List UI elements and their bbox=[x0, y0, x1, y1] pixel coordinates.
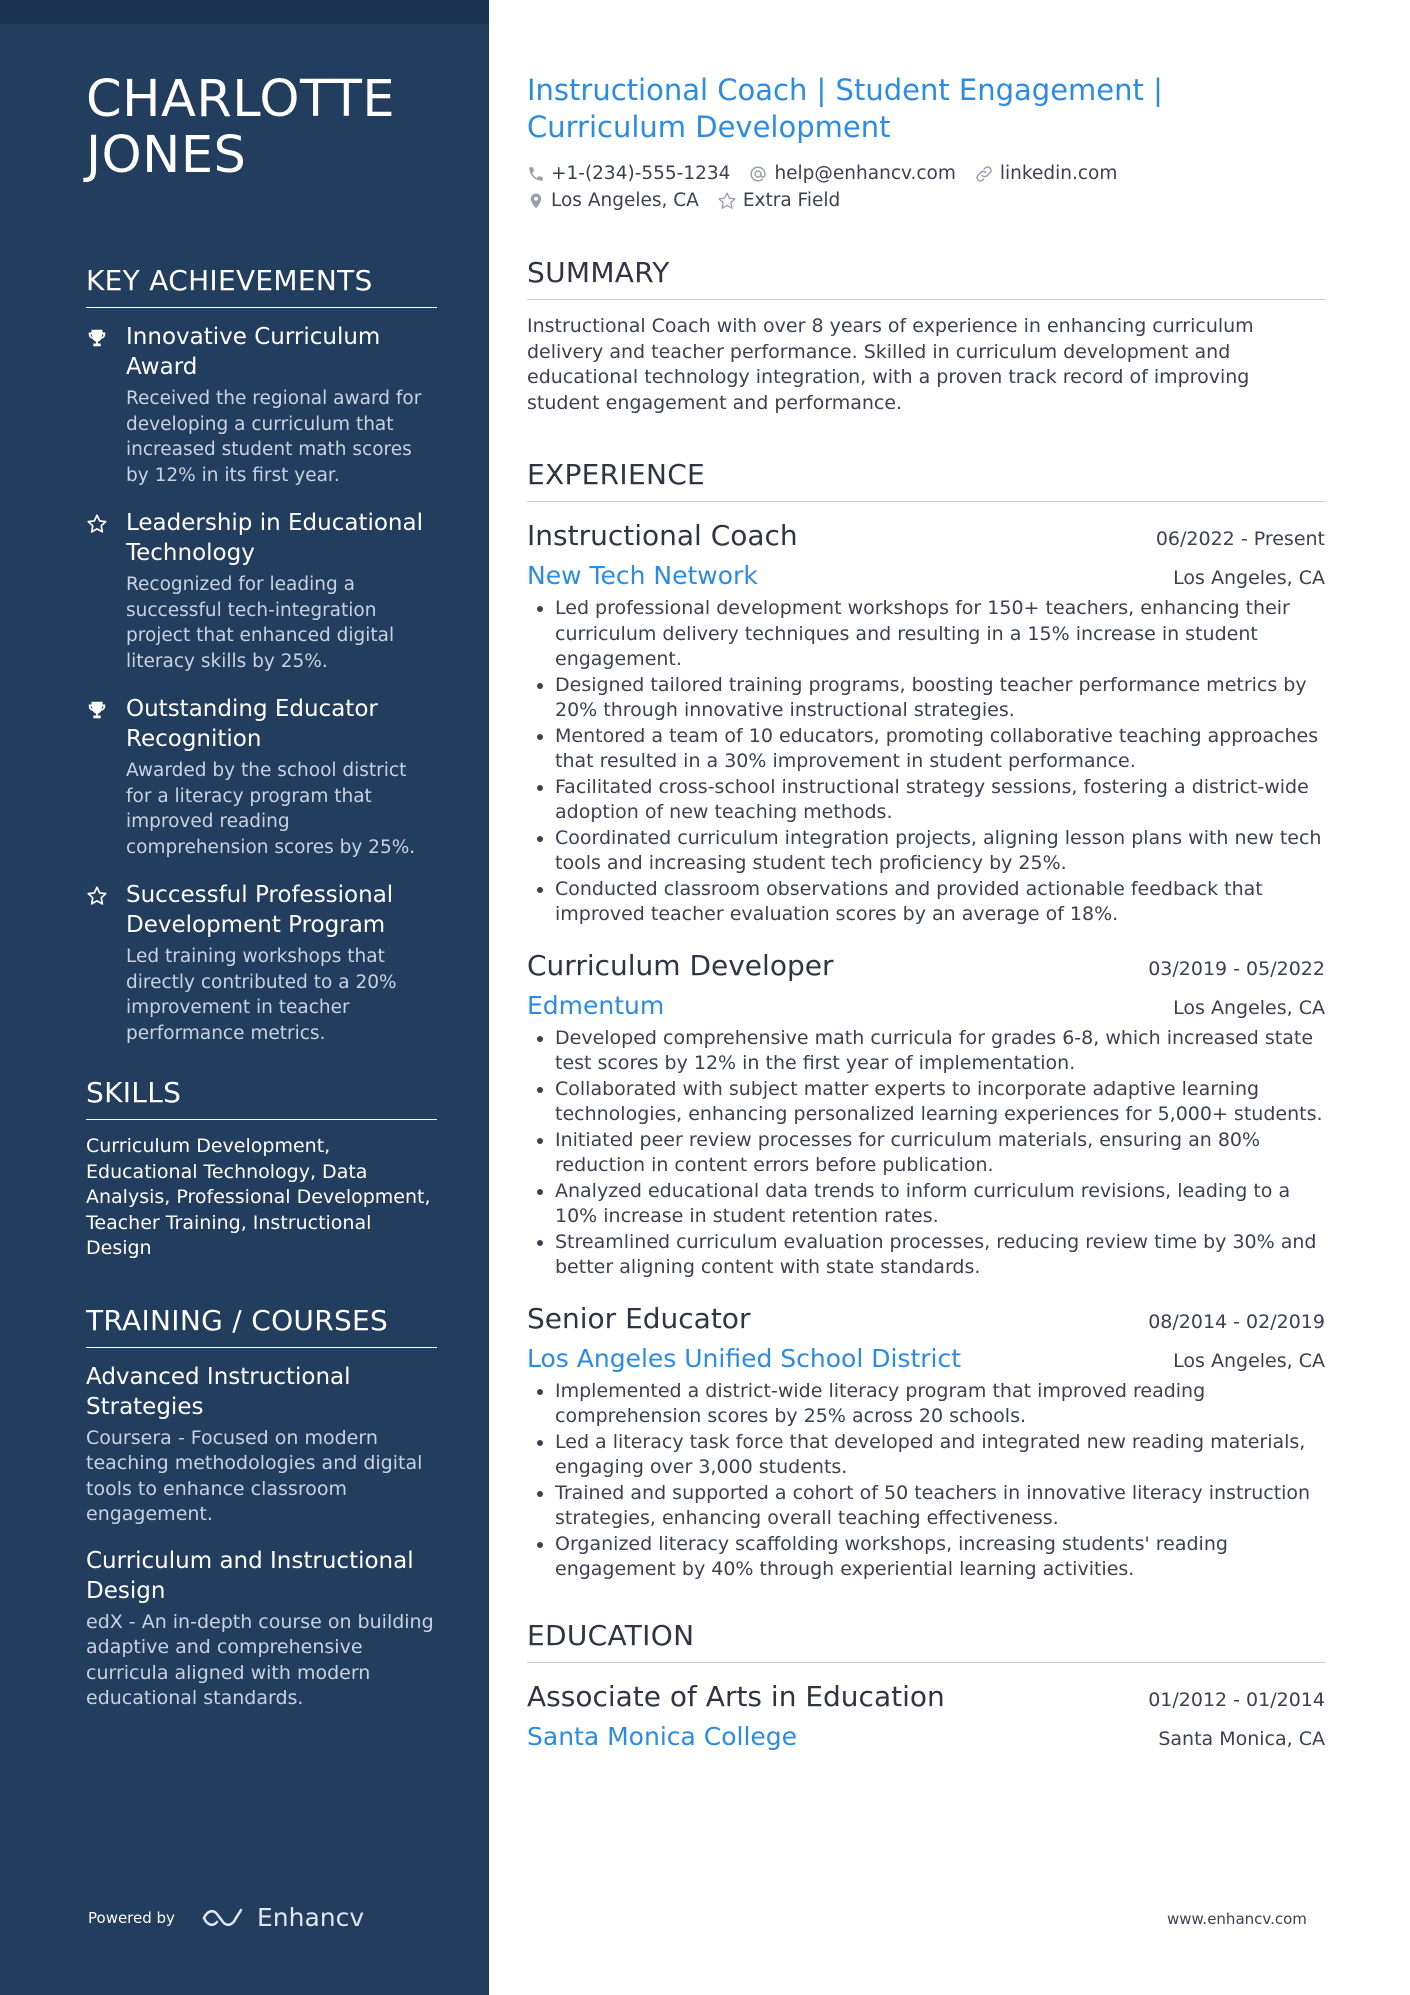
job-title: Curriculum Developer bbox=[527, 948, 834, 982]
name-first: CHARLOTTE bbox=[86, 70, 396, 129]
phone-icon bbox=[527, 165, 545, 183]
job-company: Los Angeles Unified School District bbox=[527, 1343, 962, 1373]
job-dates: 06/2022 - Present bbox=[1155, 528, 1325, 550]
course-title: Curriculum and Instructional Design bbox=[86, 1547, 414, 1604]
training-heading: TRAINING / COURSES bbox=[86, 1304, 437, 1348]
main-column bbox=[527, 72, 1325, 1757]
job-location: Los Angeles, CA bbox=[1173, 1349, 1325, 1372]
school-name: Santa Monica College bbox=[527, 1721, 798, 1751]
email-contact[interactable] bbox=[748, 163, 955, 184]
job-bullet: • Initiated peer review processes for curriculum materials, ensuring an 80% reduction in content errors before publication. bbox=[555, 1128, 1325, 1179]
location-pin-icon bbox=[527, 191, 545, 211]
course-desc: edX - An in-depth course on building adaptive and comprehensive curricula aligned with modern educational standards. bbox=[86, 1610, 434, 1709]
achievement-item bbox=[86, 880, 437, 1046]
achievement-title: Outstanding Educator Recognition bbox=[126, 696, 378, 752]
school-location: Santa Monica, CA bbox=[1158, 1727, 1325, 1750]
star-outline-icon bbox=[717, 191, 737, 211]
star-icon bbox=[86, 880, 126, 1046]
skills-heading: SKILLS bbox=[86, 1076, 437, 1120]
experience-section bbox=[527, 458, 1325, 1583]
achievement-title: Successful Professional Development Program bbox=[126, 882, 394, 938]
education-dates: 01/2012 - 01/2014 bbox=[1148, 1688, 1325, 1711]
job-title: Instructional Coach bbox=[527, 519, 798, 552]
at-icon bbox=[748, 164, 768, 184]
job-location: Los Angeles, CA bbox=[1173, 567, 1325, 589]
enhancv-brand[interactable] bbox=[201, 1903, 364, 1932]
summary-section bbox=[527, 256, 1325, 416]
footer-url[interactable]: www.enhancv.com bbox=[1167, 1910, 1307, 1928]
job-bullet: • Implemented a district-wide literacy program that improved reading comprehension scores by 25% across 20 schools. bbox=[555, 1379, 1325, 1430]
phone-contact[interactable] bbox=[527, 163, 730, 184]
contact-info bbox=[527, 160, 1325, 214]
education-section bbox=[527, 1619, 1325, 1757]
achievement-title: Innovative Curriculum Award bbox=[126, 324, 381, 380]
degree-title: Associate of Arts in Education bbox=[527, 1679, 945, 1713]
location-contact bbox=[527, 190, 699, 211]
name-last: JONES bbox=[86, 126, 247, 185]
course-item bbox=[86, 1546, 437, 1712]
job-company: Edmentum bbox=[527, 990, 665, 1020]
achievement-desc: Led training workshops that directly contributed to a 20% improvement in teacher performance metrics. bbox=[126, 946, 397, 1044]
job-bullets bbox=[527, 1379, 1325, 1583]
job-bullet: • Coordinated curriculum integration projects, aligning lesson plans with new tech tools and increasing student tech proficiency by 25%. bbox=[555, 826, 1325, 877]
location-text: Los Angeles, CA bbox=[551, 190, 699, 211]
job-bullet: • Collaborated with subject matter experts to incorporate adaptive learning technologies, enhancing personalized learning experiences for 5,000+ students. bbox=[555, 1077, 1325, 1128]
course-desc: Coursera - Focused on modern teaching methodologies and digital tools to enhance classroom engagement. bbox=[86, 1426, 423, 1525]
job-location: Los Angeles, CA bbox=[1173, 996, 1325, 1019]
job-entry bbox=[527, 946, 1325, 1281]
job-entry bbox=[527, 516, 1325, 928]
experience-heading: EXPERIENCE bbox=[527, 458, 1325, 502]
summary-heading: SUMMARY bbox=[527, 256, 1325, 300]
job-dates: 03/2019 - 05/2022 bbox=[1148, 957, 1325, 980]
job-bullets bbox=[527, 596, 1325, 928]
achievement-desc: Recognized for leading a successful tech-integration project that enhanced digital literacy skills by 25%. bbox=[126, 574, 395, 672]
job-bullets bbox=[527, 1026, 1325, 1281]
achievement-title: Leadership in Educational Technology bbox=[126, 510, 423, 566]
trophy-icon bbox=[86, 694, 126, 860]
course-title: Advanced Instructional Strategies bbox=[86, 1363, 351, 1420]
job-company: New Tech Network bbox=[527, 561, 758, 590]
headline: Instructional Coach | Student Engagement | Curriculum Development bbox=[527, 73, 1163, 144]
skills-section bbox=[86, 1076, 437, 1262]
job-bullet: • Trained and supported a cohort of 50 teachers in innovative literacy instruction strategies, enhancing overall teaching effectiveness. bbox=[555, 1481, 1325, 1532]
achievements-heading: KEY ACHIEVEMENTS bbox=[86, 264, 437, 308]
trophy-icon bbox=[86, 322, 126, 488]
email-text: help@enhancv.com bbox=[774, 163, 956, 184]
candidate-name bbox=[86, 72, 437, 184]
achievement-item bbox=[86, 508, 437, 674]
achievement-desc: Received the regional award for developing a curriculum that increased student math scores by 12% in its first year. bbox=[126, 388, 422, 486]
extra-field-contact bbox=[717, 190, 840, 211]
job-bullet: • Led professional development workshops for 150+ teachers, enhancing their curriculum delivery techniques and resulting in a 15% increase in student engagement. bbox=[555, 596, 1325, 673]
achievements-section bbox=[86, 264, 437, 1046]
linkedin-text: linkedin.com bbox=[999, 163, 1118, 184]
achievement-desc: Awarded by the school district for a literacy program that improved reading comprehension scores by 25%. bbox=[126, 760, 416, 858]
sidebar-top-band bbox=[0, 0, 489, 24]
brand-name: Enhancv bbox=[256, 1903, 365, 1932]
powered-by bbox=[88, 1903, 364, 1932]
job-dates: 08/2014 - 02/2019 bbox=[1148, 1310, 1325, 1333]
job-bullet: • Conducted classroom observations and provided actionable feedback that improved teacher evaluation scores by an average of 18%. bbox=[555, 877, 1325, 928]
course-item bbox=[86, 1362, 437, 1528]
achievement-item bbox=[86, 322, 437, 488]
summary-text: Instructional Coach with over 8 years of experience in enhancing curriculum delivery and teacher performance. Skilled in curriculum development and educational technology integration, with a proven track record of improving student engagement and performance. bbox=[527, 315, 1254, 414]
education-heading: EDUCATION bbox=[527, 1619, 1325, 1663]
job-bullet: • Mentored a team of 10 educators, promoting collaborative teaching approaches that resulted in a 30% improvement in student performance. bbox=[555, 724, 1325, 775]
extra-field-text: Extra Field bbox=[742, 190, 841, 211]
job-bullet: • Analyzed educational data trends to inform curriculum revisions, leading to a 10% increase in student retention rates. bbox=[555, 1179, 1325, 1230]
job-bullet: • Streamlined curriculum evaluation processes, reducing review time by 30% and better aligning content with state standards. bbox=[555, 1230, 1325, 1281]
job-bullet: • Facilitated cross-school instructional strategy sessions, fostering a district-wide adoption of new teaching methods. bbox=[555, 775, 1325, 826]
job-title: Senior Educator bbox=[527, 1301, 751, 1335]
linkedin-contact[interactable] bbox=[974, 163, 1117, 184]
achievement-item bbox=[86, 694, 437, 860]
enhancv-logo-icon bbox=[201, 1905, 247, 1931]
job-bullet: • Developed comprehensive math curricula for grades 6-8, which increased state test scores by 12% in the first year of implementation. bbox=[555, 1026, 1325, 1077]
job-bullet: • Designed tailored training programs, boosting teacher performance metrics by 20% through innovative instructional strategies. bbox=[555, 673, 1325, 724]
training-section bbox=[86, 1304, 437, 1712]
powered-by-label: Powered by bbox=[88, 1908, 175, 1927]
job-entry bbox=[527, 1299, 1325, 1583]
job-bullet: • Led a literacy task force that developed and integrated new reading materials, engaging over 3,000 students. bbox=[555, 1430, 1325, 1481]
job-bullet: • Organized literacy scaffolding workshops, increasing students' reading engagement by 40% through experiential learning activities. bbox=[555, 1532, 1325, 1583]
sidebar bbox=[0, 0, 489, 1995]
link-icon bbox=[974, 164, 994, 184]
phone-text: +1-(234)-555-1234 bbox=[551, 163, 731, 184]
star-icon bbox=[86, 508, 126, 674]
skills-list: Curriculum Development, Educational Technology, Data Analysis, Professional Development, Teacher Training, Instructional Design bbox=[86, 1135, 431, 1259]
